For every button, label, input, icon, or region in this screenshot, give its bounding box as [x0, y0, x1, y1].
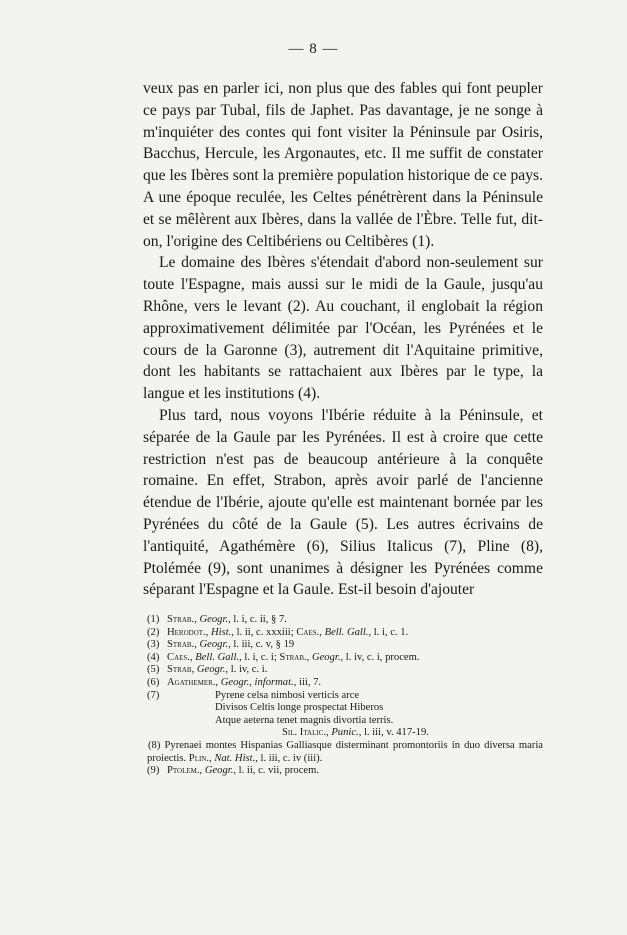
verse-line: Atque aeterna tenet magnis divortia terris. — [215, 714, 394, 726]
footnote: (3) Strab., Geogr., l. iii, c. v, § 19 — [147, 639, 295, 651]
paragraph: Le domaine des Ibères s'étendait d'abord non-seulement sur toute l'Espagne, mais aussi sur le midi de la Gaule, jusqu'au Rhône, vers le levant (2). Au couchant, il englobait la région approximativement délimitée par l'Océan, les Pyrénées et le cours de la Garonne (3), autrement dit l'Aquitaine primitive, dont les habitants se rattachaient aux Ibères par le type, la langue et les institutions (4). — [143, 254, 543, 403]
footnote: (4) Caes., Bell. Gall., l. i, c. i; Strab., Geogr., l. iv, c. i, procem. — [147, 651, 420, 663]
footnote: (7) — [147, 689, 160, 701]
paragraph: veux pas en parler ici, non plus que des fables qui font peupler ce pays par Tubal, fils de Japhet. Pas davantage, je ne songe à m'inquiéter des contes qui font visiter la Péninsule par Osiris, Bacchus, Hercule, les Argonautes, etc. Il me suffit de constater que les Ibères sont la première population historique de ce pays. A une époque reculée, les Celtes pénétrèrent dans la Péninsule et se mêlèrent aux Ibères, dans la vallée de l'Èbre. Telle fut, dit-on, l'origine des Celtibériens ou Celtibères (1). — [143, 80, 543, 250]
footnote: (9) Ptolem., Geogr., l. ii, c. vii, procem. — [147, 765, 319, 777]
body-text — [143, 78, 543, 601]
footnote: (5) Strab, Geogr., l. iv, c. i. — [147, 664, 268, 676]
footnote: (8) Pyrenaei montes Hispanias Galliasque disterminant promontoriis in duo diversa maria proiectis. Plin., Nat. Hist., l. iii, c. iv (iii). — [147, 739, 543, 764]
footnote: (6) Agathemer., Geogr., informat., iii, 7. — [147, 676, 322, 688]
footnotes — [147, 614, 543, 778]
paragraph: Plus tard, nous voyons l'Ibérie réduite à la Péninsule, et séparée de la Gaule par les Pyrénées. Il est à croire que cette restriction n'est pas de beaucoup antérieure à la conquête romaine. En effet, Strabon, après avoir parlé de l'ancienne étendue de l'Ibérie, ajoute qu'elle est maintenant bornée par les Pyrénées du côté de la Gaule (5). Les autres écrivains de l'antiquité, Agathémère (6), Silius Italicus (7), Pline (8), Ptolémée (9), sont unanimes à désigner les Pyrénées comme séparant l'Espagne et la Gaule. Est-il besoin d'ajouter — [143, 406, 543, 599]
footnote: (1) Strab., Geogr., l. i, c. ii, § 7. — [147, 614, 287, 625]
verse-line: Divisos Celtis longe prospectat Hiberos — [215, 702, 384, 714]
verse-line: Pyrene celsa nimbosi verticis arce — [215, 689, 360, 701]
verse-attribution: Sil. Italic., Punic., l. iii, v. 417-19. — [282, 727, 429, 739]
footnote: (2) Herodot., Hist., l. ii, c. xxxiii; Caes., Bell. Gall., l. i, c. 1. — [147, 626, 409, 638]
page-number: — 8 — — [288, 41, 339, 57]
